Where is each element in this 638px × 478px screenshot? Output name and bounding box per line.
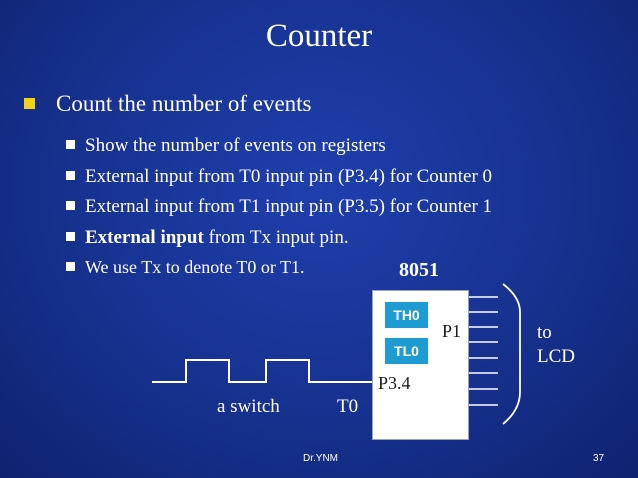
p1-output-lines: [467, 297, 498, 405]
chip-8051-box: [372, 290, 469, 440]
port-p34-label: P3.4: [378, 373, 411, 393]
sub-bullet-text: We use Tx to denote T0 or T1.: [85, 257, 305, 277]
tl0-register: TL0: [385, 338, 428, 364]
switch-pulse-waveform: [152, 360, 372, 382]
port-p1-label: P1: [442, 321, 462, 341]
sub-bullet-bold-text: External input: [85, 227, 204, 248]
main-bullet-text: Count the number of events: [56, 91, 312, 116]
sub-bullet-text: from Tx input pin.: [203, 227, 349, 248]
sub-bullet-text: External input from T0 input pin (P3.4) for Counter 0: [85, 166, 493, 187]
sub-bullet-text: External input from T1 input pin (P3.5) for Counter 1: [85, 196, 493, 217]
sub-bullet-text: Show the number of events on registers: [85, 135, 386, 156]
t0-pin-label: T0: [337, 396, 359, 417]
bracket-shape: [503, 284, 520, 424]
lcd-label: LCD: [537, 346, 575, 367]
page-number: 37: [593, 453, 605, 464]
switch-label: a switch: [217, 396, 280, 417]
chip-label: 8051: [399, 259, 439, 281]
page-title: Counter: [265, 18, 373, 54]
to-label: to: [537, 322, 552, 343]
th0-register: TH0: [385, 302, 428, 328]
footer-author: Dr.YNM: [303, 453, 338, 464]
